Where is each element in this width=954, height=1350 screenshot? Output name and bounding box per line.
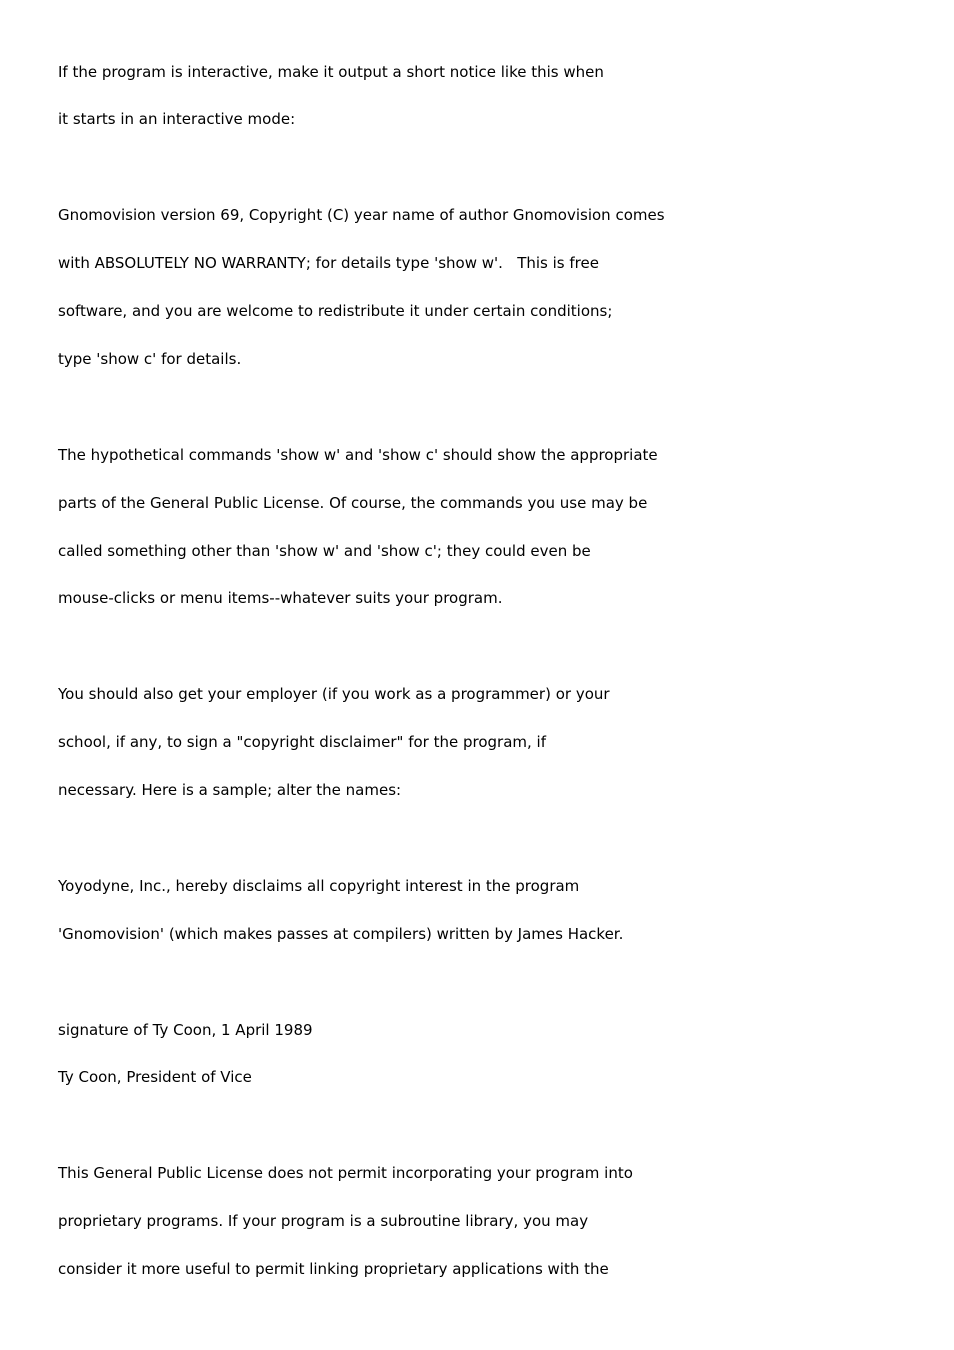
text-line: You should also get your employer (if you work as a programmer) or your [58,685,610,703]
text-line: proprietary programs. If your program is a subroutine library, you may [58,1212,589,1230]
text-line: If the program is interactive, make it output a short notice like this when [58,63,604,81]
text-line: software, and you are welcome to redistribute it under certain conditions; [58,302,613,320]
text-line: consider it more useful to permit linking proprietary applications with the [58,1260,609,1278]
text-line: it starts in an interactive mode: [58,110,296,128]
text-line: signature of Ty Coon, 1 April 1989 [58,1021,313,1039]
text-line: 'Gnomovision' (which makes passes at compilers) written by James Hacker. [58,925,624,943]
text-line: Gnomovision version 69, Copyright (C) year name of author Gnomovision comes [58,206,665,224]
text-line: The hypothetical commands 'show w' and 'show c' should show the appropriate [58,446,658,464]
text-line: parts of the General Public License. Of course, the commands you use may be [58,494,648,512]
text-line: mouse-clicks or menu items--whatever suits your program. [58,589,503,607]
text-line: school, if any, to sign a "copyright disclaimer" for the program, if [58,733,546,751]
text-line: necessary. Here is a sample; alter the names: [58,781,402,799]
text-line: This General Public License does not permit incorporating your program into [58,1164,633,1182]
text-line: called something other than 'show w' and 'show c'; they could even be [58,542,591,560]
text-line: Ty Coon, President of Vice [58,1068,252,1086]
text-line: with ABSOLUTELY NO WARRANTY; for details type 'show w'. This is free [58,254,599,272]
text-line: type 'show c' for details. [58,350,242,368]
text-line: Yoyodyne, Inc., hereby disclaims all copyright interest in the program [58,877,580,895]
